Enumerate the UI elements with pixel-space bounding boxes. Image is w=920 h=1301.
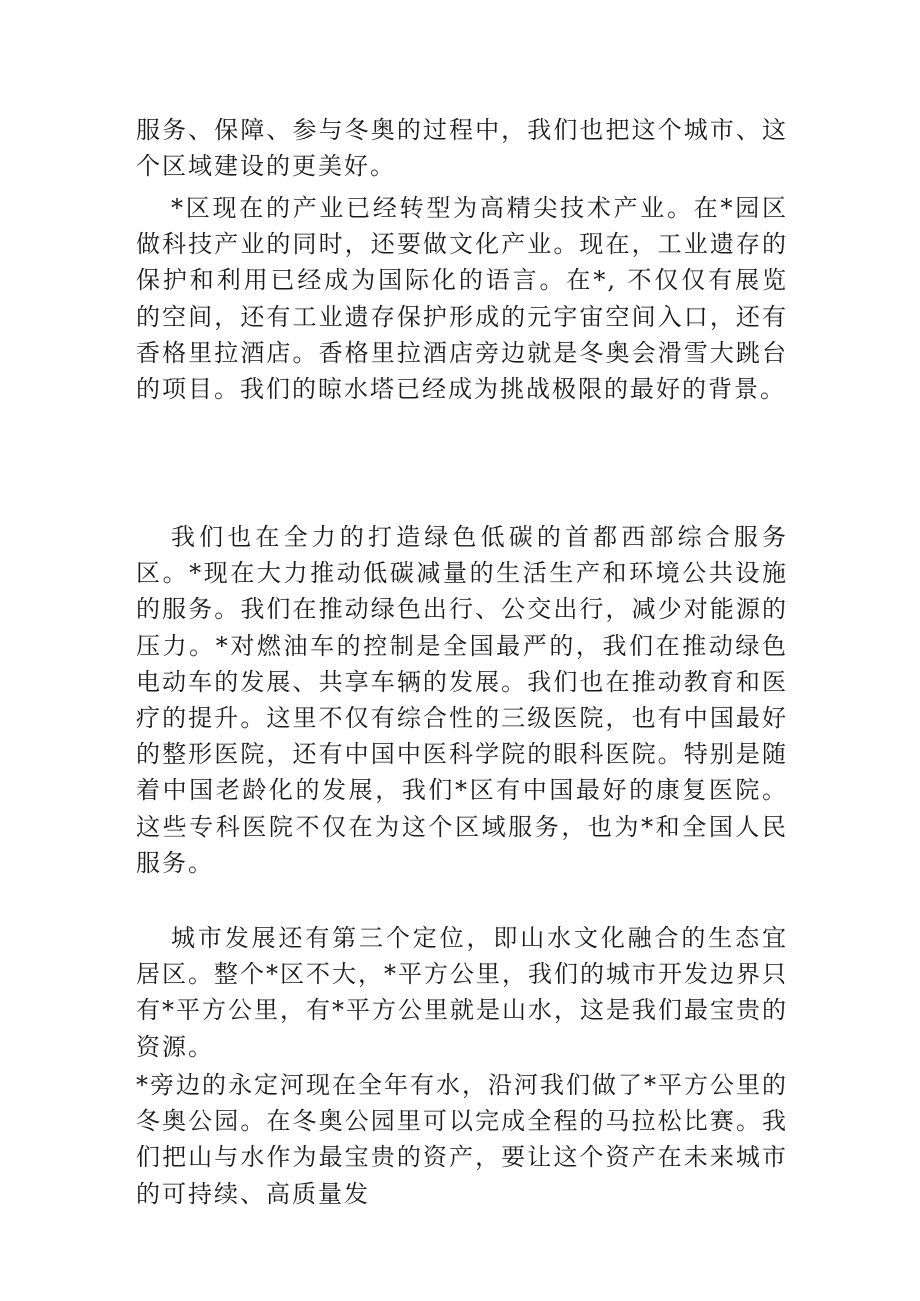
paragraph-industry: *区现在的产业已经转型为高精尖技术产业。在*园区做科技产业的同时，还要做文化产业。现在，工业遗存的保护和利用已经成为国际化的语言。在*, 不仅仅有展览的空间，还有工业遗存保护形成的元宇宙空间入口，还有香格里拉酒店。香格里拉酒店旁边就是冬奥会滑雪大跳台的项目。我们的晾水塔已经成为挑战极限的最好的背景。 [136,194,788,404]
paragraph-green-service: 我们也在全力的打造绿色低碳的首都西部综合服务区。*现在大力推动低碳减量的生活生产和环境公共设施的服务。我们在推动绿色出行、公交出行，减少对能源的压力。*对燃油车的控制是全国最严的，我们在推动绿色电动车的发展、共享车辆的发展。我们也在推动教育和医疗的提升。这里不仅有综合性的三级医院，也有中国最好的整形医院，还有中国中医科学院的眼科医院。特别是随着中国老龄化的发展，我们*区有中国最好的康复医院。这些专科医院不仅在为这个区域服务，也为*和全国人民服务。 [136,523,788,877]
paragraph-yongding-river: *旁边的永定河现在全年有水，沿河我们做了*平方公里的冬奥公园。在冬奥公园里可以完成全程的马拉松比赛。我们把山与水作为最宝贵的资产，要让这个资产在未来城市的可持续、高质量发 [136,1071,788,1208]
paragraph-third-positioning: 城市发展还有第三个定位，即山水文化融合的生态宜居区。整个*区不大，*平方公里，我们的城市开发边界只有*平方公里，有*平方公里就是山水，这是我们最宝贵的资源。 [136,924,788,1061]
paragraph-continuation: 服务、保障、参与冬奥的过程中，我们也把这个城市、这个区域建设的更美好。 [136,116,788,181]
